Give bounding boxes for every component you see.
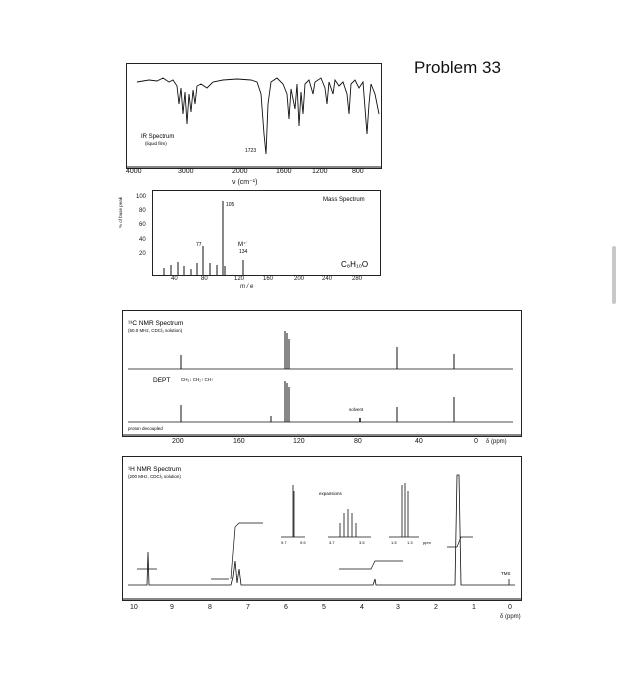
- h1-xtick: 4: [360, 604, 364, 611]
- ir-tick: 1200: [312, 168, 328, 175]
- mass-ytick: 40: [139, 237, 146, 243]
- mass-ylabel: % of base peak: [118, 196, 123, 228]
- ir-spectrum-plot: [127, 64, 381, 168]
- mass-xtick: 200: [294, 276, 305, 282]
- ir-tick: 800: [352, 168, 364, 175]
- c13-title: ¹³C NMR Spectrum: [128, 320, 184, 327]
- svg-text:3.7: 3.7: [329, 540, 335, 545]
- h1-xtick: 8: [208, 604, 212, 611]
- expansion-inset-ch3: [389, 483, 419, 537]
- h1-xunit: δ (ppm): [500, 614, 521, 620]
- c13-xtick: 160: [233, 438, 245, 445]
- mass-spectrum-panel: [152, 190, 381, 276]
- h1-nmr-plot: [123, 457, 521, 600]
- mass-peak-label-77: 77: [196, 242, 202, 248]
- h1-xtick: 10: [130, 604, 138, 611]
- h1-xtick: 2: [434, 604, 438, 611]
- h1-xtick: 3: [396, 604, 400, 611]
- h1-x-ticks: [122, 604, 542, 626]
- tms-label: TMS: [501, 571, 511, 576]
- svg-text:1.5: 1.5: [391, 540, 397, 545]
- mass-xtick: 40: [171, 276, 178, 282]
- ir-tick: 1600: [276, 168, 292, 175]
- svg-text:3.5: 3.5: [359, 540, 365, 545]
- c13-xtick: 0: [474, 438, 478, 445]
- h1-subtitle: (200 MHz, CDCl₃ solution): [128, 474, 181, 479]
- mass-xtick: 120: [234, 276, 245, 282]
- ir-peak-label: 1723: [245, 148, 257, 154]
- svg-text:1.3: 1.3: [407, 540, 413, 545]
- h1-xtick: 6: [284, 604, 288, 611]
- mass-xtick: 160: [263, 276, 274, 282]
- ir-xlabel: ν (cm⁻¹): [232, 179, 258, 186]
- mass-peak-label-105: 105: [226, 202, 235, 208]
- ir-title: IR Spectrum: [141, 134, 175, 140]
- h1-title: ¹H NMR Spectrum: [128, 466, 182, 473]
- mass-xtick: 240: [322, 276, 333, 282]
- svg-text:9.7: 9.7: [281, 540, 287, 545]
- expansions-label: expansions: [319, 491, 342, 496]
- h1-xtick: 0: [508, 604, 512, 611]
- mass-ytick: 20: [139, 251, 146, 257]
- dept-label: DEPT: [153, 377, 171, 384]
- ir-spectrum-panel: [126, 63, 382, 169]
- mass-spectrum-plot: [153, 191, 380, 275]
- vertical-scrollbar[interactable]: [612, 246, 616, 304]
- svg-text:ppm: ppm: [423, 540, 431, 545]
- ir-subtitle: (liquid film): [145, 141, 167, 146]
- mass-xlabel: m / e: [240, 284, 254, 290]
- ir-tick: 4000: [126, 168, 142, 175]
- c13-nmr-plot: [123, 311, 521, 436]
- h1-xtick: 7: [246, 604, 250, 611]
- mass-y-ticks: [136, 194, 152, 274]
- c13-xunit: δ (ppm): [486, 439, 507, 445]
- ir-trace: [137, 78, 379, 154]
- problem-title: Problem 33: [414, 58, 501, 77]
- h1-nmr-panel: [122, 456, 522, 601]
- c13-nmr-panel: [122, 310, 522, 437]
- ir-tick: 2000: [232, 168, 248, 175]
- c13-subtitle: (50.0 MHz, CDCl₃ solution): [128, 328, 183, 333]
- c13-xtick: 80: [354, 438, 362, 445]
- mass-title: Mass Spectrum: [323, 197, 365, 203]
- mass-ytick: 60: [139, 222, 146, 228]
- mass-m-value: 134: [239, 249, 248, 255]
- c13-x-ticks: [122, 438, 542, 450]
- dept-keys: CH₂↓ CH₂↑ CH↑: [181, 377, 214, 382]
- c13-xtick: 40: [415, 438, 423, 445]
- h1-xtick: 5: [322, 604, 326, 611]
- mass-formula: C₈H₁₀O: [341, 260, 369, 269]
- mass-xtick: 280: [352, 276, 363, 282]
- expansion-inset-ch2: [328, 509, 371, 537]
- svg-text:9.5: 9.5: [300, 540, 306, 545]
- proton-decoupled-label: proton decoupled: [128, 426, 163, 431]
- h1-xtick: 9: [170, 604, 174, 611]
- solvent-label: solvent: [349, 407, 364, 412]
- h1-integral: [137, 523, 473, 579]
- mass-m-label: M⁺˙: [238, 242, 249, 248]
- expansion-ticks: [281, 540, 431, 545]
- expansion-inset-aldehyde: [281, 485, 305, 537]
- mass-x-ticks: [152, 276, 392, 286]
- mass-ytick: 100: [136, 194, 147, 200]
- mass-xtick: 80: [201, 276, 208, 282]
- ir-tick: 3000: [178, 168, 194, 175]
- mass-ytick: 80: [139, 208, 146, 214]
- mass-peaks: [164, 201, 243, 275]
- c13-xtick: 200: [172, 438, 184, 445]
- c13-xtick: 120: [293, 438, 305, 445]
- h1-xtick: 1: [472, 604, 476, 611]
